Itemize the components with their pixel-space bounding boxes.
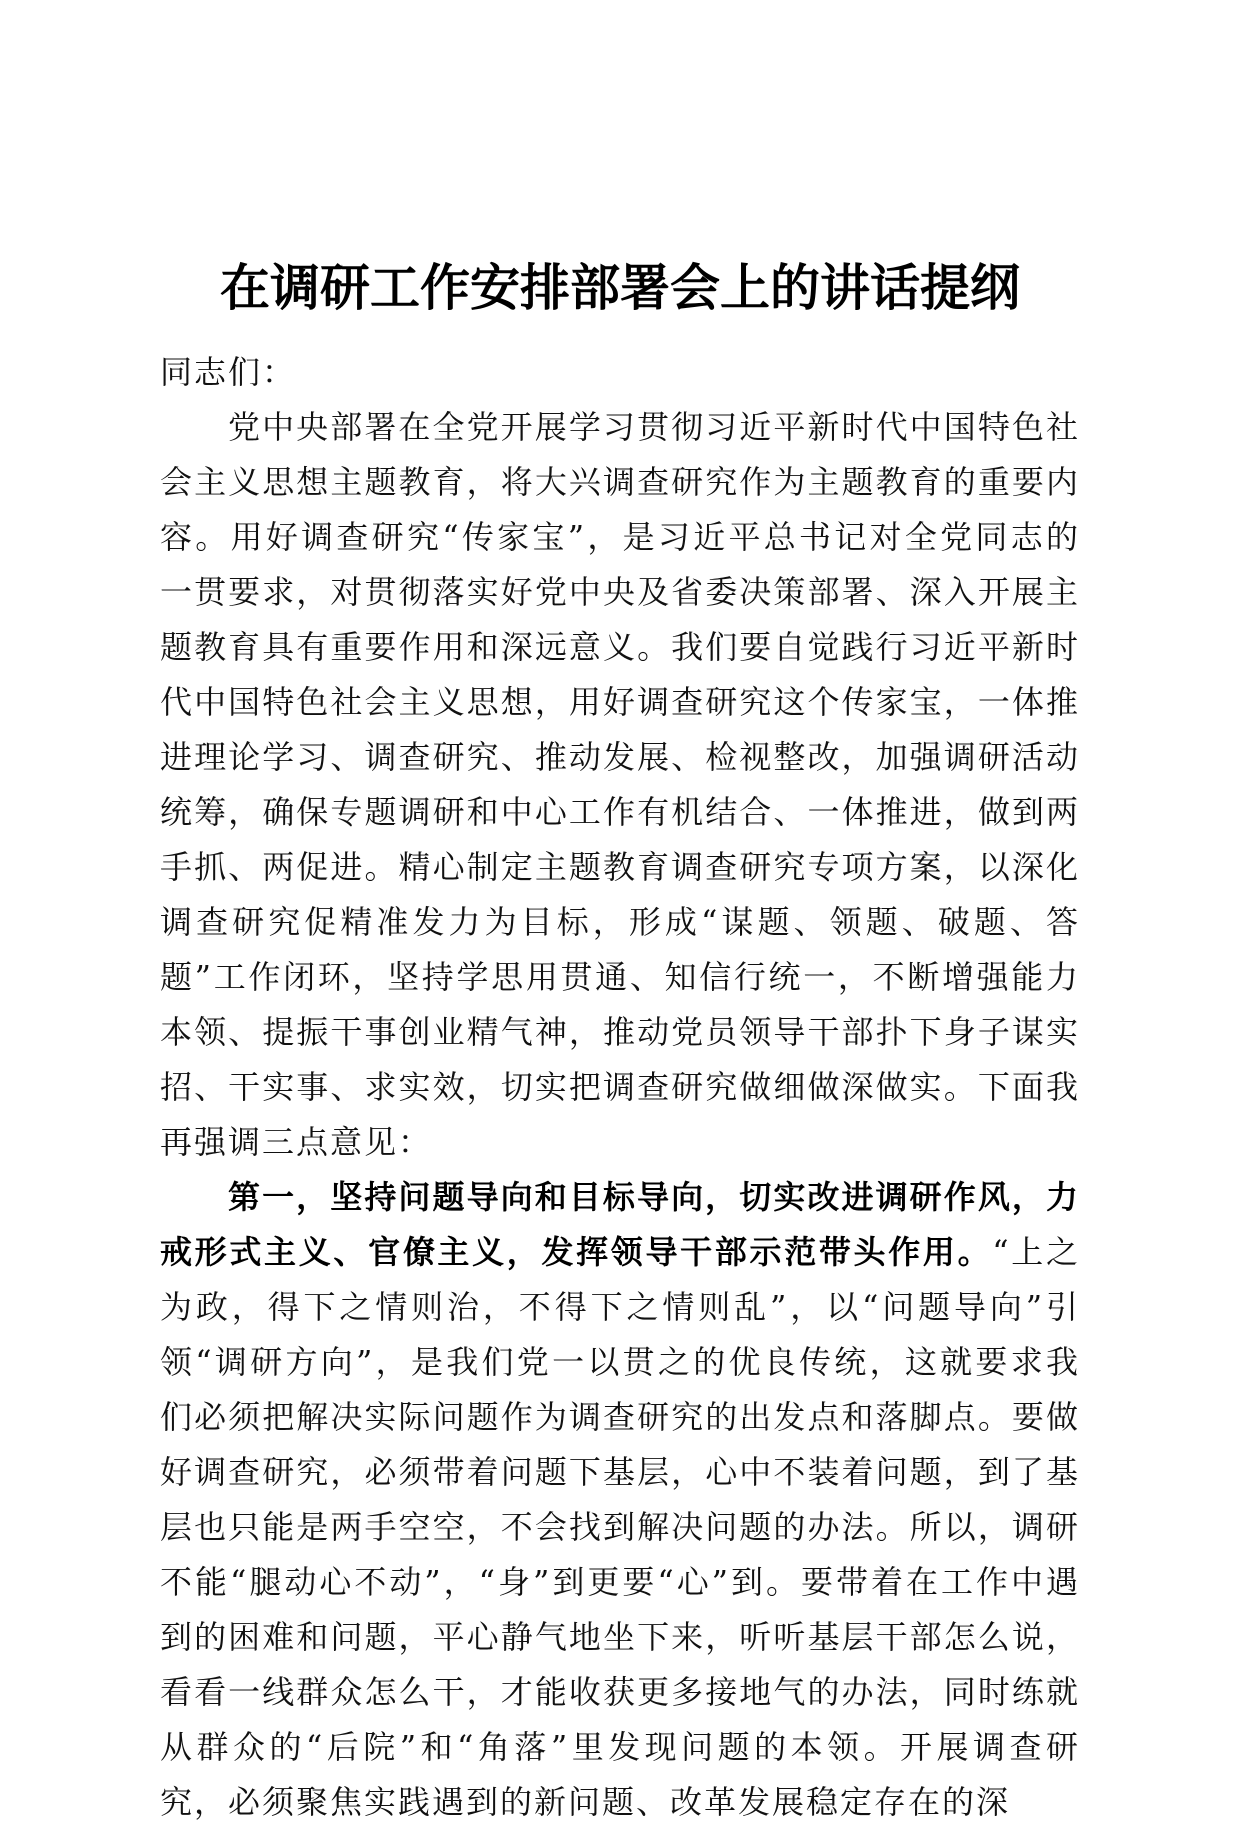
document-title: 在调研工作安排部署会上的讲话提纲 [220, 258, 1020, 317]
salutation: 同志们： [160, 353, 297, 391]
point-one-heading: 第一，坚持问题导向和目标导向，切实改进调研作风，力戒形式主义、官僚主义，发挥领导干部示范带头作用。 [160, 1178, 1080, 1271]
paragraph-point-one [160, 1170, 1080, 1830]
paragraph-intro: 党中央部署在全党开展学习贯彻习近平新时代中国特色社会主义思想主题教育，将大兴调查研究作为主题教育的重要内容。用好调查研究“传家宝”，是习近平总书记对全党同志的一贯要求，对贯彻落实好党中央及省委决策部署、深入开展主题教育具有重要作用和深远意义。我们要自觉践行习近平新时代中国特色社会主义思想，用好调查研究这个传家宝，一体推进理论学习、调查研究、推动发展、检视整改，加强调研活动统筹，确保专题调研和中心工作有机结合、一体推进，做到两手抓、两促进。精心制定主题教育调查研究专项方案，以深化调查研究促精准发力为目标，形成“谋题、领题、破题、答题”工作闭环，坚持学思用贯通、知信行统一，不断增强能力本领、提振干事创业精气神，推动党员领导干部扑下身子谋实招、干实事、求实效，切实把调查研究做细做深做实。下面我再强调三点意见： [160, 408, 1080, 1161]
document-body [160, 345, 1080, 1830]
point-one-body: “上之为政，得下之情则治，不得下之情则乱”，以“问题导向”引领“调研方向”，是我们党一以贯之的优良传统，这就要求我们必须把解决实际问题作为调查研究的出发点和落脚点。要做好调查研究，必须带着问题下基层，心中不装着问题，到了基层也只能是两手空空，不会找到解决问题的办法。所以，调研不能“腿动心不动”，“身”到更要“心”到。要带着在工作中遇到的困难和问题，平心静气地坐下来，听听基层干部怎么说，看看一线群众怎么干，才能收获更多接地气的办法，同时练就从群众的“后院”和“角落”里发现问题的本领。开展调查研究，必须聚焦实践遇到的新问题、改革发展稳定存在的深 [160, 1233, 1080, 1821]
